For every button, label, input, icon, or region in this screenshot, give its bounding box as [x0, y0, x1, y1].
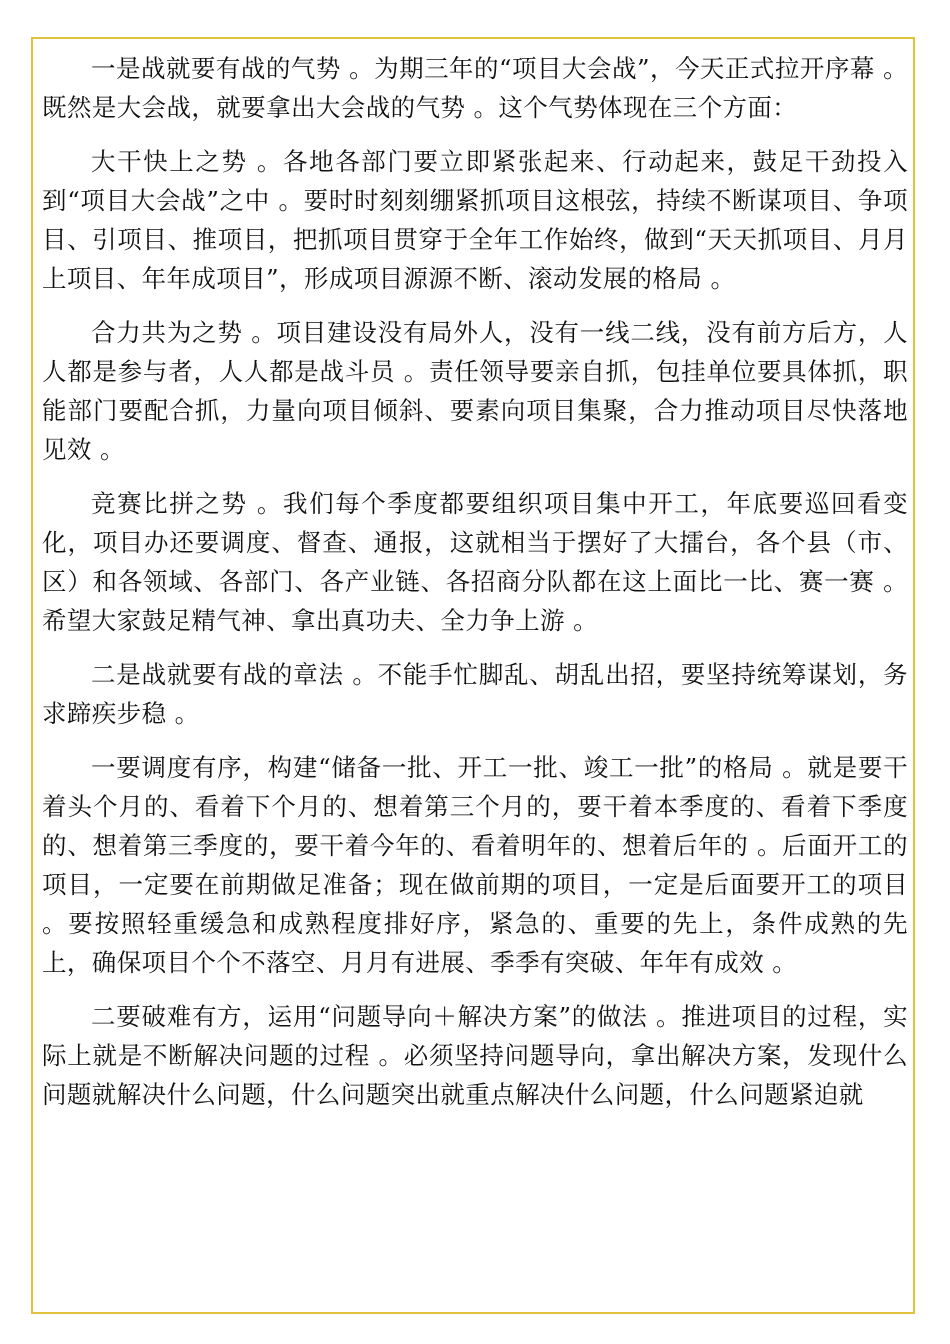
paragraph-competition: 竞赛比拼之势 。我们每个季度都要组织项目集中开工，年底要巡回看变化，项目办还要调度、督查、通报，这就相当于摆好了大擂台，各个县（市、区）和各领域、各部门、各产业链、各招商分队都在这上面比一比、赛一赛 。希望大家鼓足精气神、拿出真功夫、全力争上游 。 [42, 489, 908, 635]
paragraph-rapid-progress: 大干快上之势 。各地各部门要立即紧张起来、行动起来，鼓足干劲投入到“项目大会战”之中 。要时时刻刻绷紧抓项目这根弦，持续不断谋项目、争项目、引项目、推项目，把抓项目贯穿于全年工作始终，做到“天天抓项目、月月上项目、年年成项目”，形成项目源源不断、滚动发展的格局 。 [42, 147, 908, 293]
document-body [42, 49, 908, 1129]
paragraph-method-intro: 二是战就要有战的章法 。不能手忙脚乱、胡乱出招，要坚持统筹谋划，务求蹄疾步稳 。 [42, 660, 908, 728]
paragraph-momentum-intro: 一是战就要有战的气势 。为期三年的“项目大会战”，今天正式拉开序幕 。既然是大会战，就要拿出大会战的气势 。这个气势体现在三个方面： [42, 54, 908, 122]
paragraph-problem-solving: 二要破难有方，运用“问题导向＋解决方案”的做法 。推进项目的过程，实际上就是不断解决问题的过程 。必须坚持问题导向，拿出解决方案，发现什么问题就解决什么问题，什么问题突出就重点解决什么问题，什么问题紧迫就 [42, 1002, 908, 1109]
paragraph-joint-effort: 合力共为之势 。项目建设没有局外人，没有一线二线，没有前方后方，人人都是参与者，人人都是战斗员 。责任领导要亲自抓，包挂单位要具体抓，职能部门要配合抓，力量向项目倾斜、要素向项目集聚，合力推动项目尽快落地见效 。 [42, 318, 908, 464]
page-frame [31, 37, 915, 1314]
paragraph-orderly-scheduling: 一要调度有序，构建“储备一批、开工一批、竣工一批”的格局 。就是要干着头个月的、看着下个月的、想着第三个月的，要干着本季度的、看着下季度的、想着第三季度的，要干着今年的、看着明年的、想着后年的 。后面开工的项目，一定要在前期做足准备；现在做前期的项目，一定是后面要开工的项目 。要按照轻重缓急和成熟程度排好序，紧急的、重要的先上，条件成熟的先上，确保项目个个不落空、月月有进展、季季有突破、年年有成效 。 [42, 753, 908, 977]
